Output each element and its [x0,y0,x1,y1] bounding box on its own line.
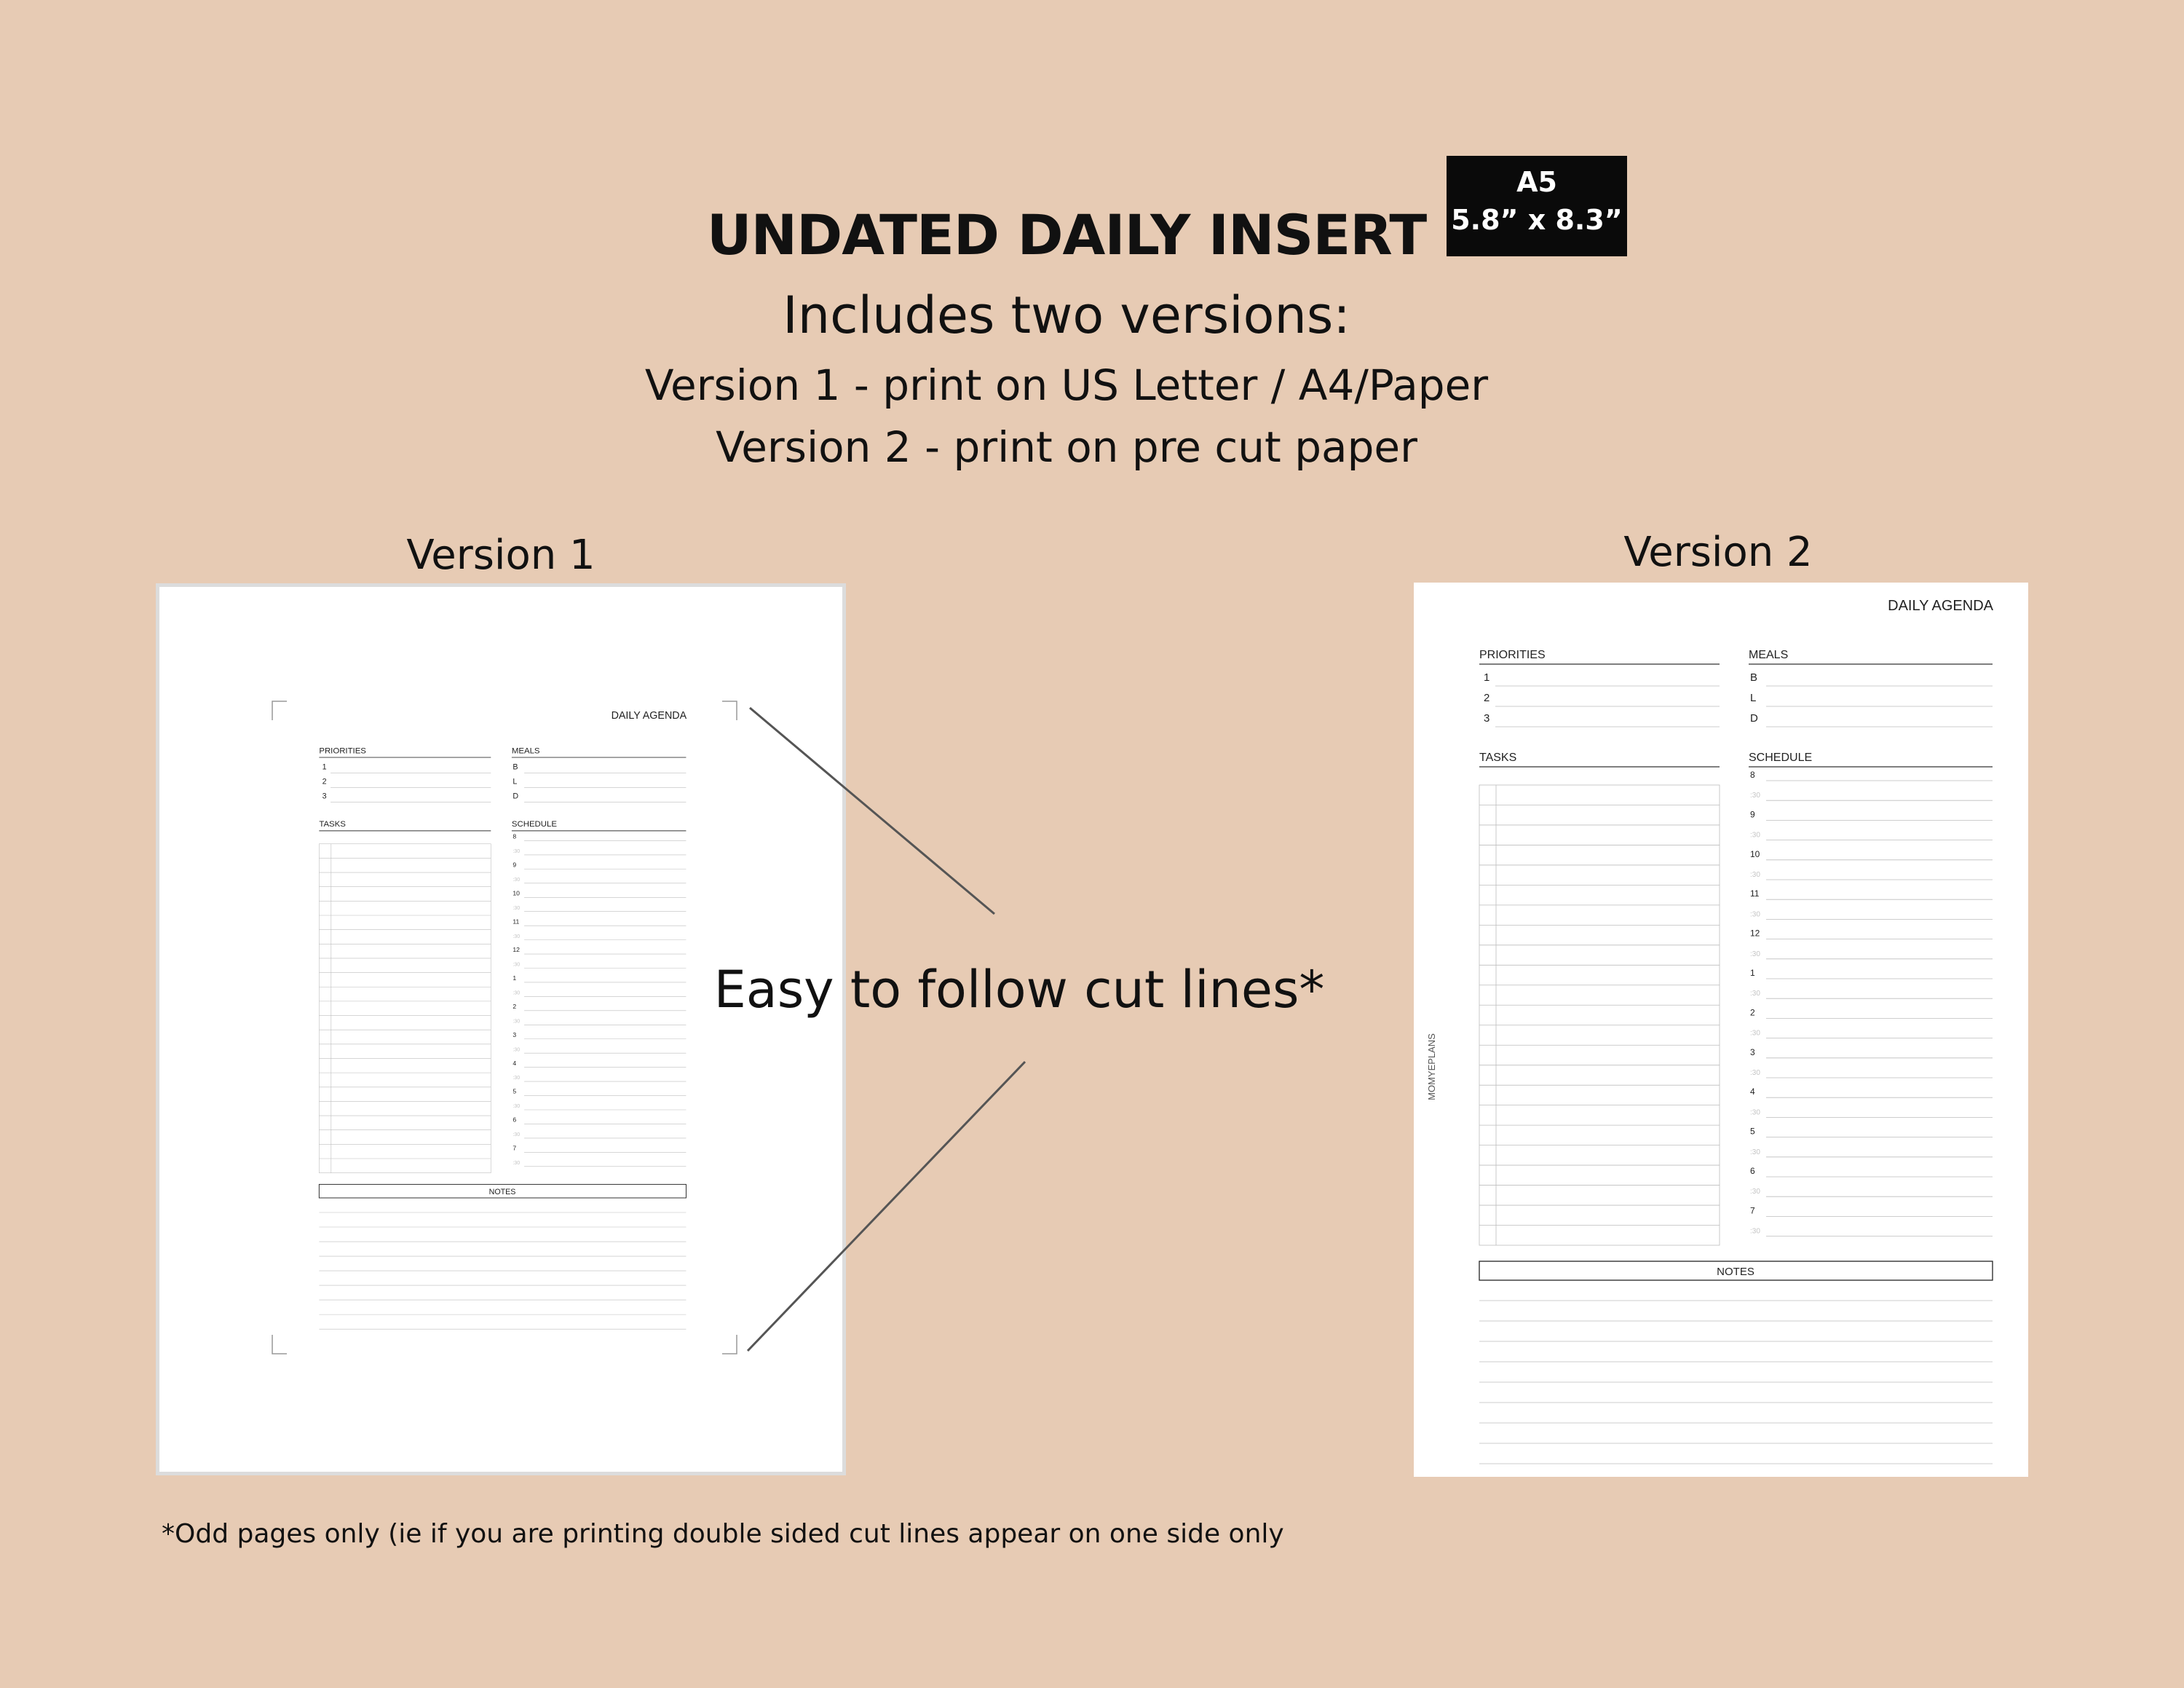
meal-letter: B [1750,671,1758,684]
schedule-hour: 10 [1750,848,1760,859]
schedule-hour: 7 [513,1144,517,1152]
crop-mark [272,1335,287,1354]
schedule-half-hour: :30 [1750,1188,1760,1196]
schedule-hour: 9 [513,861,517,869]
meal-letter: L [513,777,518,786]
crop-mark [722,701,737,720]
schedule-half-hour: :30 [1750,1148,1760,1156]
schedule-hour: 12 [1750,928,1760,939]
priority-number: 3 [322,792,327,801]
schedule-half-hour: :30 [1750,1108,1760,1117]
priority-number: 3 [1484,712,1490,725]
meal-letter: D [513,792,519,801]
schedule-half-hour: :30 [513,848,521,855]
schedule-half-hour: :30 [513,904,521,911]
schedule-hour: 7 [1750,1205,1755,1216]
schedule-half-hour: :30 [1750,990,1760,998]
schedule-hour: 1 [513,974,517,982]
version1-agenda [159,587,842,1472]
version2-description: Version 2 - print on pre cut paper [716,422,1417,472]
meal-letter: L [1750,692,1757,704]
schedule-half-hour: :30 [513,1159,521,1166]
schedule-hour: 11 [1750,888,1760,899]
crop-mark [272,701,287,720]
schedule-half-hour: :30 [1750,950,1760,958]
schedule-hour: 2 [513,1002,517,1010]
version1-description: Version 1 - print on US Letter / A4/Paper [644,360,1489,410]
schedule-hour: 4 [1750,1086,1755,1097]
meal-letter: D [1750,712,1758,725]
schedule-hour: 3 [1750,1046,1755,1057]
size-badge [1447,156,1627,256]
schedule-half-hour: :30 [513,1075,521,1081]
tasks-heading: TASKS [319,820,346,829]
notes-heading: NOTES [488,1187,516,1196]
schedule-half-hour: :30 [1750,871,1760,879]
schedule-half-hour: :30 [1750,910,1760,919]
schedule-half-hour: :30 [513,1132,521,1138]
schedule-half-hour: :30 [1750,831,1760,840]
schedule-hour: 6 [513,1116,517,1124]
schedule-heading: SCHEDULE [1749,752,1813,764]
schedule-half-hour: :30 [513,1046,521,1053]
schedule-hour: 12 [513,946,520,954]
priorities-heading: PRIORITIES [1479,649,1546,661]
schedule-hour: 10 [513,889,520,897]
agenda-title: DAILY AGENDA [1888,598,1993,614]
priority-number: 2 [1484,692,1490,704]
schedule-hour: 8 [1750,770,1755,780]
schedule-hour: 1 [1750,968,1755,978]
version2-page-preview [1414,583,2028,1477]
schedule-hour: 2 [1750,1007,1755,1018]
page-title: UNDATED DAILY INSERT [706,202,1427,267]
meals-heading: MEALS [511,746,540,756]
priorities-heading: PRIORITIES [319,746,366,756]
version2-agenda [1414,583,2028,1477]
brand-watermark: MOMYEPLANS [1426,1033,1437,1100]
schedule-hour: 11 [513,918,520,926]
priority-number: 1 [322,762,327,772]
schedule-half-hour: :30 [513,876,521,883]
version2-label: Version 2 [1623,529,1813,576]
schedule-hour: 4 [513,1059,517,1067]
notes-heading: NOTES [1717,1266,1754,1278]
version1-page-preview [156,583,846,1475]
meal-letter: B [513,762,518,772]
schedule-hour: 5 [1750,1126,1755,1137]
meals-heading: MEALS [1749,649,1789,661]
schedule-half-hour: :30 [1750,1227,1760,1236]
schedule-hour: 9 [1750,809,1755,820]
schedule-hour: 8 [513,832,517,840]
size-badge-dimensions: 5.8” x 8.3” [1451,204,1623,236]
schedule-half-hour: :30 [1750,1069,1760,1077]
crop-mark [722,1335,737,1354]
footnote: *Odd pages only (ie if you are printing double sided cut lines appear on one side only [162,1519,1284,1549]
schedule-half-hour: :30 [513,1018,521,1025]
schedule-half-hour: :30 [513,1103,521,1110]
subtitle: Includes two versions: [783,285,1350,345]
version1-label: Version 1 [406,532,596,579]
size-badge-format: A5 [1516,166,1557,198]
schedule-half-hour: :30 [513,961,521,968]
schedule-half-hour: :30 [1750,792,1760,800]
schedule-half-hour: :30 [513,990,521,996]
schedule-half-hour: :30 [1750,1029,1760,1038]
tasks-table [319,844,491,1173]
schedule-hour: 3 [513,1030,517,1038]
schedule-hour: 5 [513,1087,517,1095]
schedule-half-hour: :30 [513,933,521,939]
schedule-heading: SCHEDULE [511,820,557,829]
cut-lines-callout: Easy to follow cut lines* [713,960,1325,1019]
priority-number: 2 [322,777,327,786]
priority-number: 1 [1484,671,1490,684]
tasks-heading: TASKS [1479,752,1517,764]
schedule-hour: 6 [1750,1166,1755,1176]
agenda-title: DAILY AGENDA [611,710,687,722]
tasks-table [1479,785,1720,1245]
